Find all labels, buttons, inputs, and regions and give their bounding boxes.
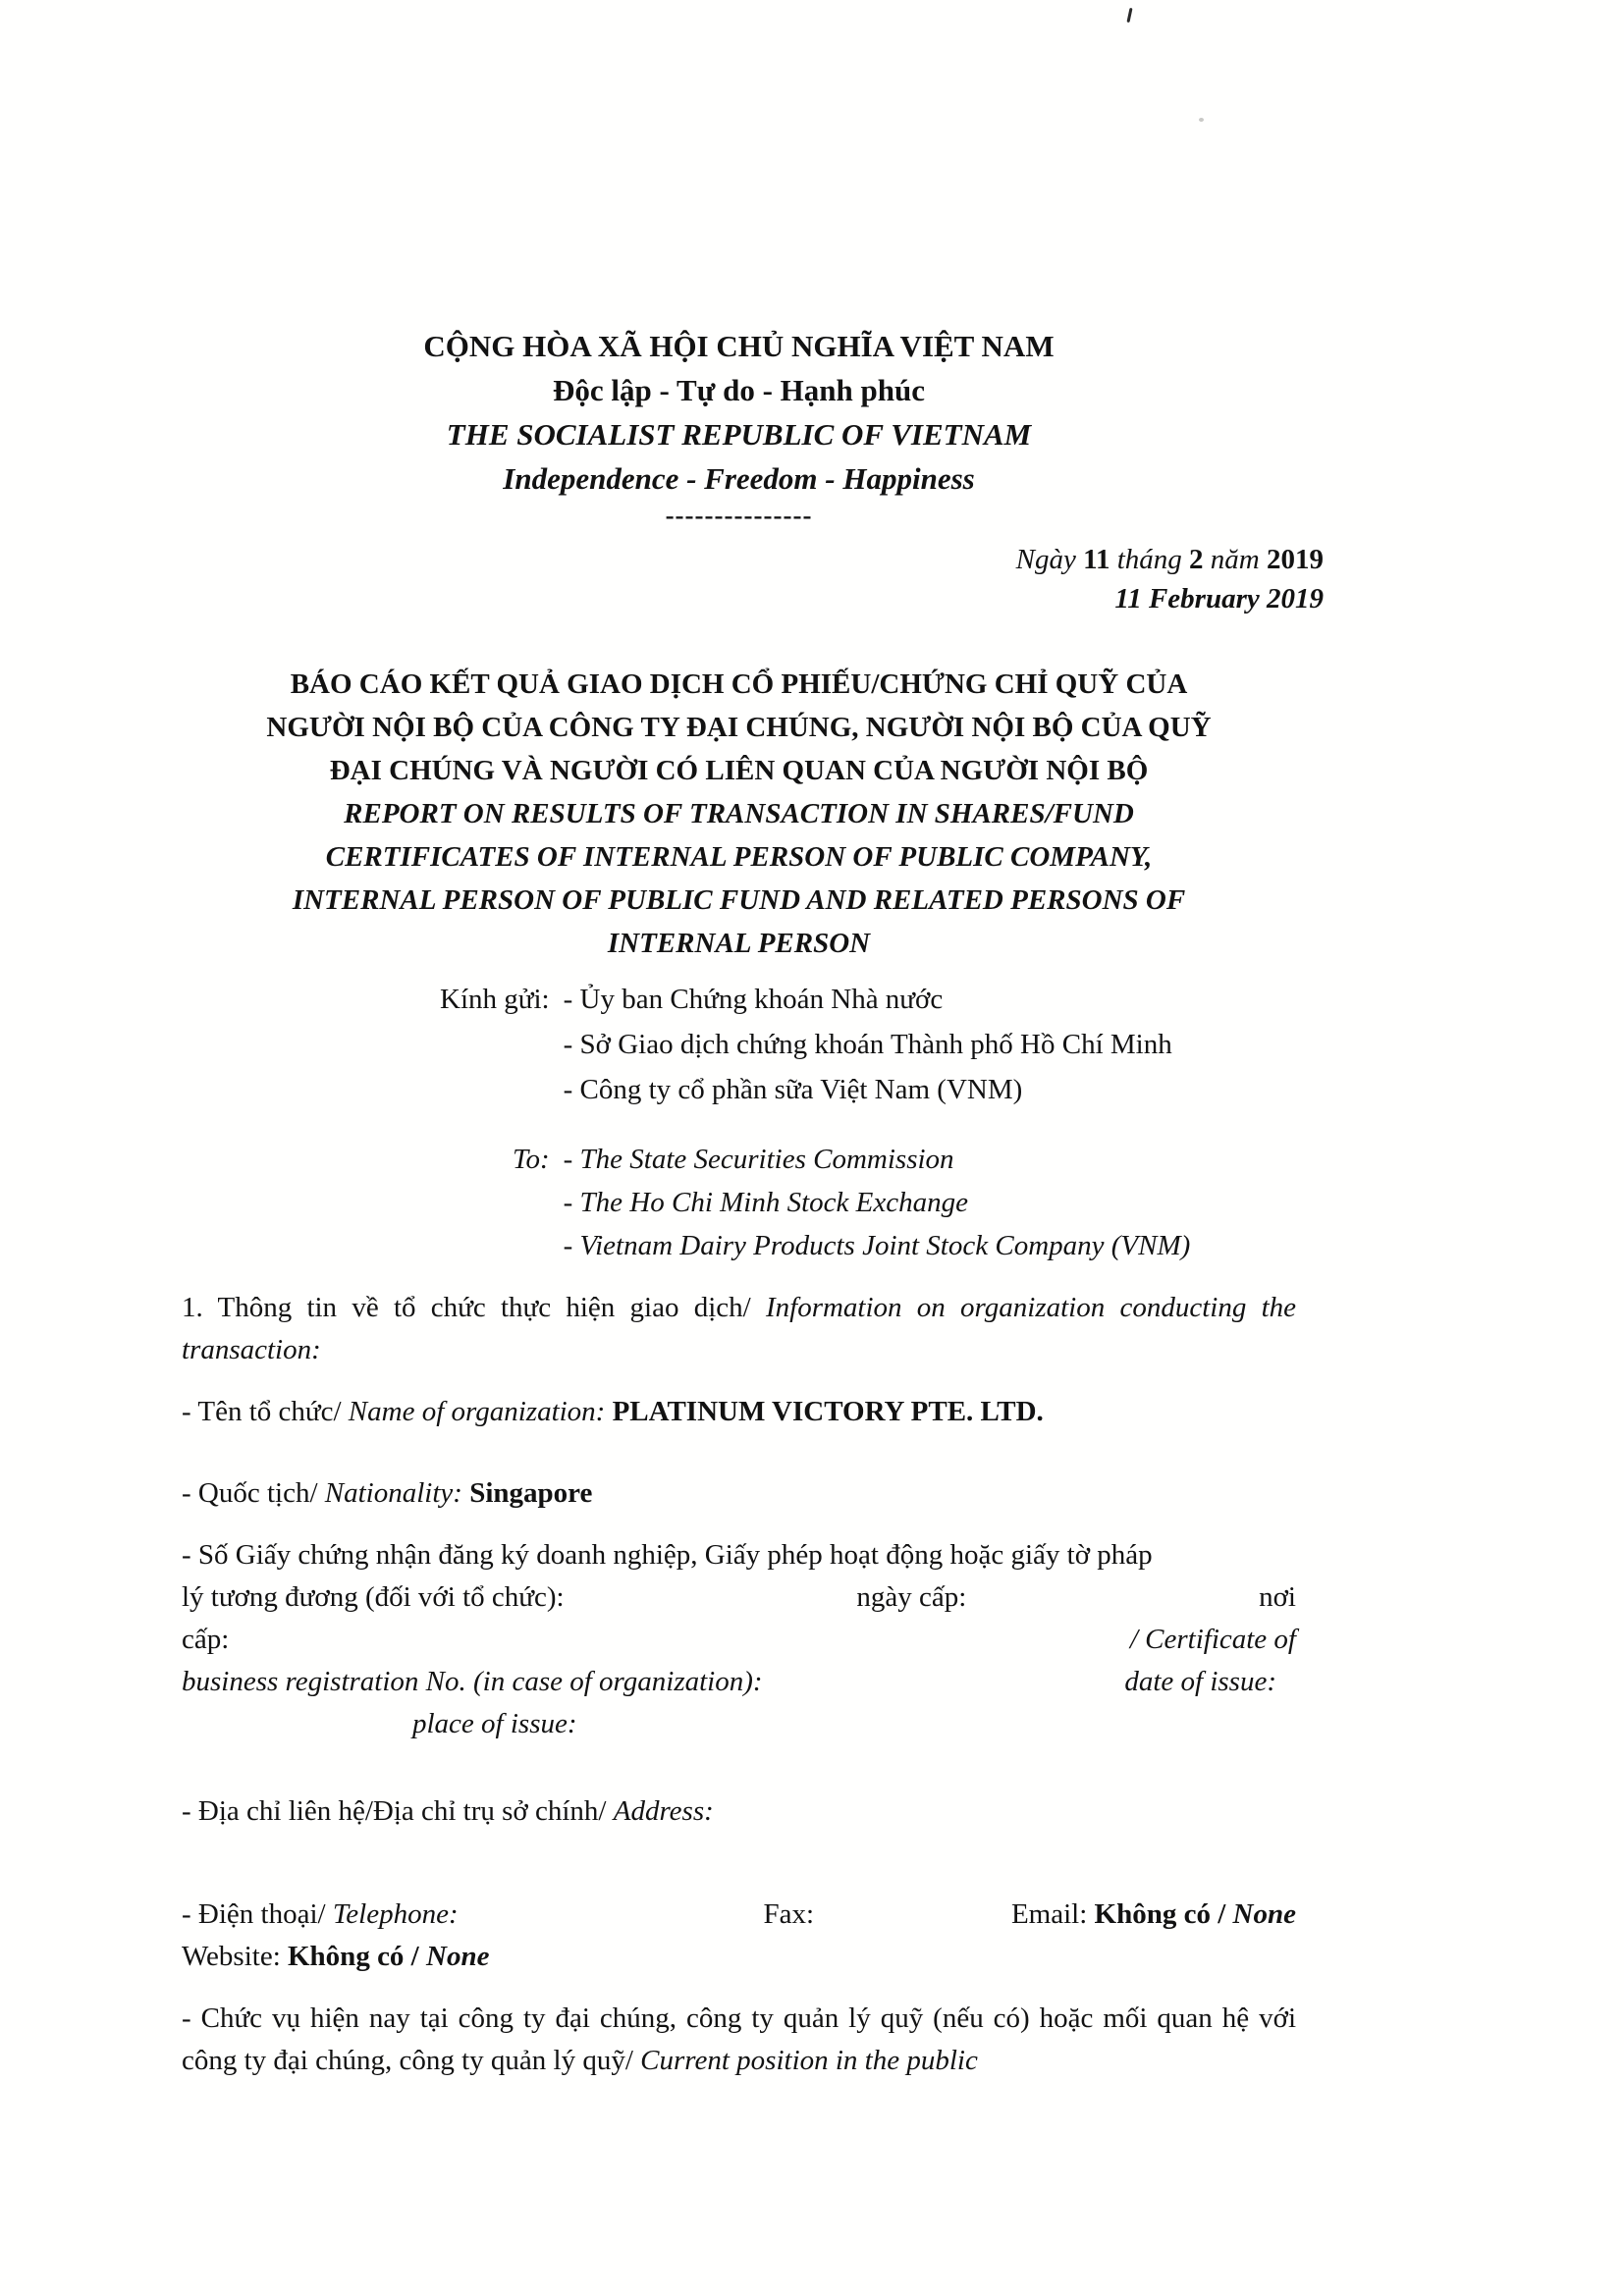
org-label-vi: - Tên tổ chức/	[182, 1396, 342, 1427]
registration-paragraph	[182, 1534, 1296, 1745]
email-label: Email:	[1010, 1898, 1088, 1930]
report-title	[182, 663, 1296, 965]
address-label-en: Address:	[613, 1795, 714, 1827]
registration-line1: - Số Giấy chứng nhận đăng ký doanh nghiệp, Giấy phép hoạt động hoặc giấy tờ pháp	[182, 1539, 1153, 1571]
title-en-line: CERTIFICATES OF INTERNAL PERSON OF PUBLIC COMPANY,	[325, 841, 1153, 873]
recipient-item: - The Ho Chi Minh Stock Exchange	[563, 1187, 968, 1218]
position-vi: - Chức vụ hiện nay tại công ty đại chúng, công ty quản lý quỹ (nếu có) hoặc mối quan hệ với công ty đại chúng, công ty quản lý quỹ/	[182, 2002, 1296, 2076]
recipient-item: - The State Securities Commission	[563, 1144, 954, 1175]
issue-place-label-vi-part2: cấp:	[182, 1624, 230, 1655]
nationality-label-en: Nationality:	[324, 1477, 462, 1509]
date-block	[182, 540, 1324, 618]
contact-block	[182, 1894, 1296, 1978]
title-vi-line: BÁO CÁO KẾT QUẢ GIAO DỊCH CỔ PHIẾU/CHỨNG CHỈ QUỸ CỦA	[290, 668, 1188, 700]
header-line-en-1: THE SOCIALIST REPUBLIC OF VIETNAM	[446, 417, 1032, 452]
title-en-line: INTERNAL PERSON OF PUBLIC FUND AND RELATED PERSONS OF	[292, 884, 1186, 916]
issue-place-label-en: place of issue:	[412, 1708, 577, 1739]
section1-intro	[182, 1287, 1296, 1371]
address-label-vi: - Địa chỉ liên hệ/Địa chỉ trụ sở chính/	[182, 1795, 607, 1827]
recipients-vi	[440, 977, 1296, 1112]
nationality-label-vi: - Quốc tịch/	[182, 1477, 318, 1509]
address-row	[182, 1790, 1296, 1833]
phone-label-en: Telephone:	[332, 1898, 459, 1930]
issue-date-label-en: date of issue:	[1124, 1666, 1276, 1697]
phone-label	[182, 1894, 764, 1936]
header-line-vi-1: CỘNG HÒA XÃ HỘI CHỦ NGHĨA VIỆT NAM	[423, 329, 1055, 363]
contact-row	[182, 1894, 1296, 1936]
recipient-item: - Công ty cổ phần sữa Việt Nam (VNM)	[563, 1074, 1023, 1105]
title-en-line: REPORT ON RESULTS OF TRANSACTION IN SHARES/FUND	[344, 798, 1134, 829]
website-row	[182, 1936, 1296, 1978]
registration-no-label-en: business registration No. (in case of organization):	[182, 1666, 763, 1697]
recipient-item: - Ủy ban Chứng khoán Nhà nước	[563, 984, 944, 1015]
nationality-row	[182, 1472, 1296, 1515]
registration-line2	[182, 1576, 1296, 1619]
website-value-vi: Không có /	[288, 1941, 419, 1972]
document-content	[182, 324, 1324, 2082]
title-en-line: INTERNAL PERSON	[607, 928, 871, 959]
recipients-en	[513, 1138, 1296, 1267]
fax-label: Fax:	[763, 1898, 815, 1930]
position-paragraph	[182, 1998, 1296, 2082]
section1-intro-vi: 1. Thông tin về tổ chức thực hiện giao dịch/	[182, 1292, 751, 1323]
issue-date-label-vi: ngày cấp:	[856, 1581, 967, 1613]
date-line-en: 11 February 2019	[1114, 583, 1324, 614]
header-line-vi-2: Độc lập - Tự do - Hạnh phúc	[553, 373, 925, 407]
recipients-vi-items	[564, 977, 1172, 1112]
registration-en-intro: / Certificate of	[1129, 1624, 1296, 1655]
phone-label-vi: - Điện thoại/	[182, 1898, 326, 1930]
recipient-item: - Sở Giao dịch chứng khoán Thành phố Hồ Chí Minh	[563, 1029, 1172, 1060]
org-name-value: PLATINUM VICTORY PTE. LTD.	[612, 1396, 1044, 1427]
recipients-vi-label: Kính gửi:	[440, 984, 550, 1015]
header-separator: ---------------	[665, 501, 813, 530]
registration-line4	[182, 1661, 1296, 1703]
org-name-row	[182, 1391, 1296, 1433]
email-field	[1011, 1894, 1296, 1936]
email-value-vi: Không có /	[1094, 1898, 1226, 1930]
position-en: Current position in the public	[640, 2045, 978, 2076]
national-header	[182, 324, 1296, 530]
org-label-en: Name of organization:	[348, 1396, 606, 1427]
date-line-vi: Ngày 11 tháng 2 năm 2019	[1015, 544, 1324, 575]
nationality-value: Singapore	[469, 1477, 593, 1509]
title-vi-line: ĐẠI CHÚNG VÀ NGƯỜI CÓ LIÊN QUAN CỦA NGƯỜI NỘI BỘ	[329, 755, 1149, 786]
issue-place-label-vi-part1: nơi	[1259, 1581, 1296, 1613]
registration-line2-left: lý tương đương (đối với tổ chức):	[182, 1581, 565, 1613]
registration-line3	[182, 1619, 1296, 1661]
website-label: Website:	[182, 1941, 281, 1972]
scan-artifact	[1126, 8, 1132, 23]
scan-speck	[1199, 118, 1204, 122]
section1-intro-en: Information on organization conducting the transaction:	[182, 1292, 1297, 1365]
registration-line5	[412, 1703, 1296, 1745]
title-vi-line: NGƯỜI NỘI BỘ CỦA CÔNG TY ĐẠI CHÚNG, NGƯỜI NỘI BỘ CỦA QUỸ	[266, 712, 1212, 743]
email-value-en: None	[1232, 1898, 1296, 1930]
header-line-en-2: Independence - Freedom - Happiness	[503, 461, 975, 496]
recipient-item: - Vietnam Dairy Products Joint Stock Company (VNM)	[563, 1230, 1191, 1261]
recipients-en-items	[564, 1138, 1191, 1267]
website-value-en: None	[426, 1941, 490, 1972]
recipients-en-label: To:	[513, 1144, 550, 1175]
